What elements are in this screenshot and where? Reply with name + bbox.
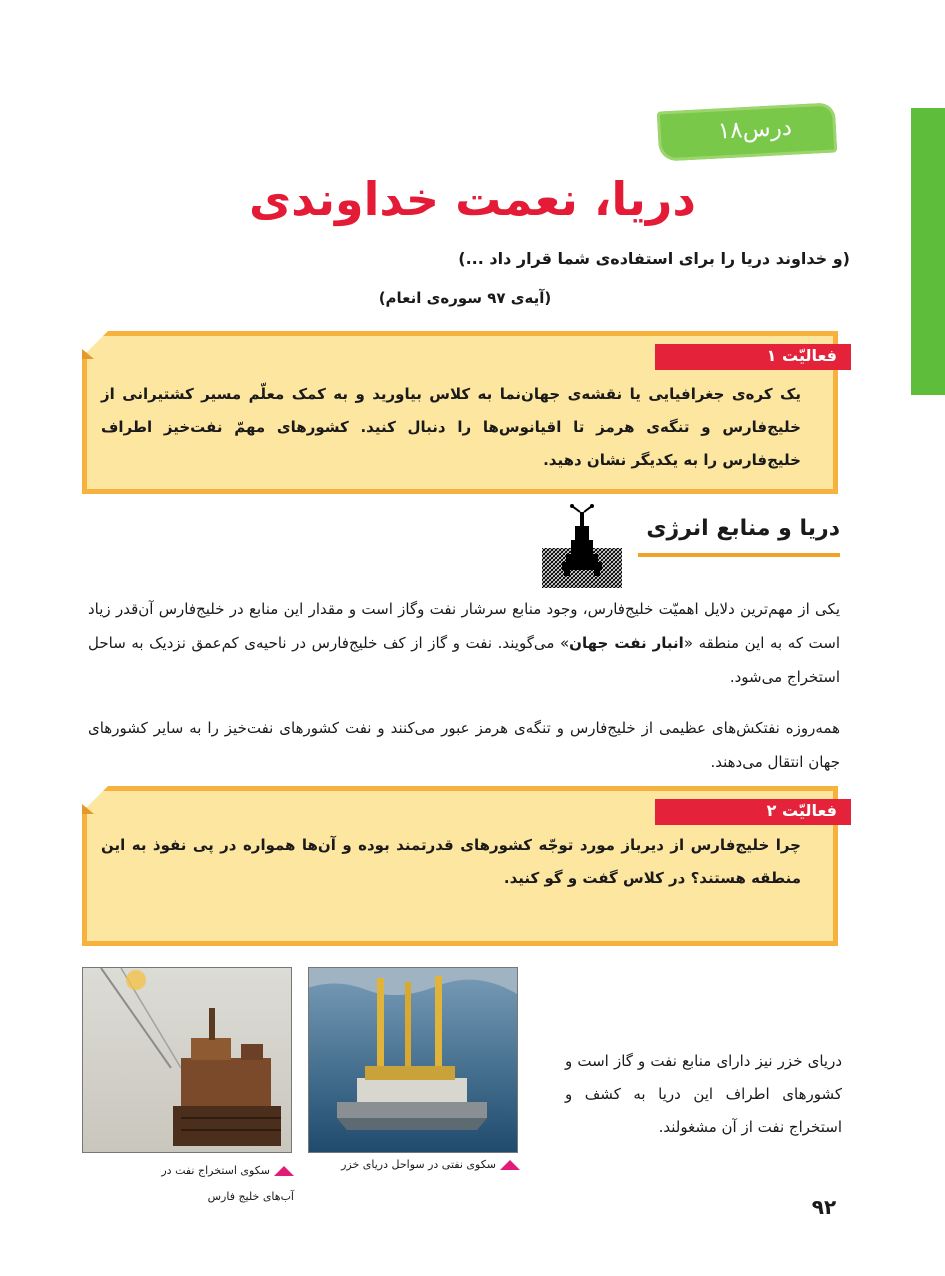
persian-gulf-rig-photo [82, 967, 292, 1153]
activity-text-2: چرا خلیج‌فارس از دیرباز مورد توجّه کشورهای قدرتمند بوده و آن‌ها همواره در پی نفوذ به این منطقه هستند؟ در کلاس گفت و گو کنید. [101, 836, 801, 887]
activity-label-1: فعالیّت ۱ [655, 344, 851, 370]
section-underline [638, 553, 840, 557]
verse-reference: (آیه‌ی ۹۷ سوره‌ی انعام) [378, 289, 552, 307]
activity-box-1 [82, 331, 838, 494]
activity-label-2: فعالیّت ۲ [655, 799, 851, 825]
oil-warehouse-term: انبار نفت جهان [569, 634, 684, 652]
page-number: ۹۲ [811, 1195, 837, 1219]
paragraph-1-text-end: » می‌گویند. نفت و گاز از کف خلیج‌فارس در ناحیه‌ی کم‌عمق نزدیک به ساحل استخراج می‌شود. [88, 634, 840, 686]
paragraph-1-text: یکی از مهم‌ترین دلایل اهمیّت خلیج‌فارس، وجود منابع سرشار نفت وگاز است و مقدار این منابع در خلیج‌فارس آن‌قدر زیاد است که به این منطقه « [88, 600, 840, 652]
paragraph-1 [88, 592, 840, 694]
activity-box-2 [82, 786, 838, 946]
lesson-badge-label: درس۱۸ [717, 114, 793, 145]
photo-caption-1 [308, 1158, 520, 1171]
caspian-sea-text: دریای خزر نیز دارای منابع نفت و گاز است و کشورهای اطراف این دریا به کشف و استخراج نفت از آن مشغولند. [565, 1052, 842, 1136]
page-title: دریا، نعمت خداوندی [249, 172, 696, 226]
oil-rig-icon [542, 500, 622, 588]
photo-caption-2 [160, 1158, 294, 1210]
corner-fold-shadow [82, 804, 94, 814]
green-side-tab [911, 108, 945, 395]
caption-pin-icon [274, 1166, 294, 1176]
paragraph-2: همه‌روزه نفتکش‌های عظیمی از خلیج‌فارس و تنگه‌ی هرمز عبور می‌کنند و نفت کشورهای نفت‌خیز را به سایر کشورهای جهان انتقال می‌دهند. [88, 719, 840, 771]
activity-text-1: یک کره‌ی جغرافیایی یا نقشه‌ی جهان‌نما به کلاس بیاورید و به کمک معلّم مسیر کشتیرانی از خلیج‌فارس و تنگه‌ی هرمز تا اقیانوس‌ها را دنبال کنید. کشورهای مهمّ نفت‌خیز اطراف خلیج‌فارس را به یکدیگر نشان دهید. [101, 385, 801, 469]
section-title: دریا و منابع انرژی [646, 516, 840, 541]
caption-pin-icon [500, 1160, 520, 1170]
lesson-badge [657, 102, 837, 161]
caspian-rig-photo [308, 967, 518, 1153]
quran-verse: (و خداوند دریا را برای استفاده‌ی شما قرار داد ...) [458, 249, 850, 268]
photo-caption-2-text: سکوی استخراج نفت در آب‌های خلیج فارس [161, 1164, 294, 1203]
photo-caption-1-text: سکوی نفتی در سواحل دریای خزر [341, 1158, 496, 1171]
corner-fold-shadow [82, 349, 94, 359]
